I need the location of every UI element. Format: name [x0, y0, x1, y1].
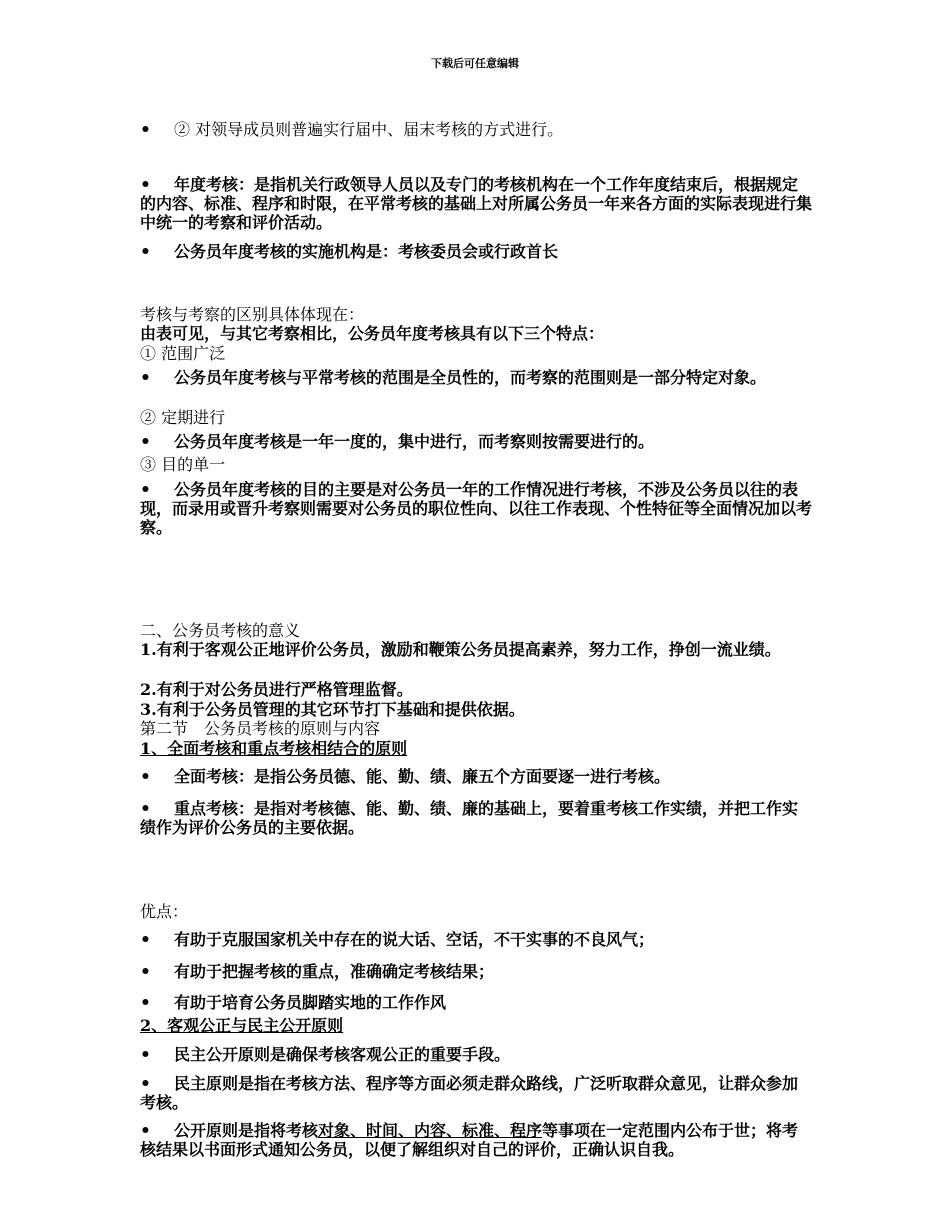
paragraph: ③ 目的单一 — [140, 455, 226, 474]
text-segment: 等事项在一定范围内公布于世；将考核结果以书面形式通知公务员，以便了解组织对自己的评价，正确认识自我。 — [140, 1121, 799, 1159]
list-item-text: 有助于把握考核的重点，准确确定考核结果； — [174, 962, 495, 981]
list-item — [140, 1121, 812, 1159]
section-heading: 二、公务员考核的意义 — [140, 621, 301, 640]
paragraph: 2.有利于对公务员进行严格管理监督。 — [140, 680, 413, 699]
list-item-text: 年度考核：是指机关行政领导人员以及专门的考核机构在一个工作年度结束后，根据规定的内容、标准、程序和时限，在平常考核的基础上对所属公务员一年来各方面的实际表现进行集中统一的考察和评价活动。 — [140, 175, 813, 232]
list-item-text: 民主公开原则是确保考核客观公正的重要手段。 — [174, 1045, 511, 1064]
paragraph: 3.有利于公务员管理的其它环节打下基础和提供依据。 — [140, 700, 525, 719]
bullet-icon: • — [140, 930, 151, 950]
list-item-text — [140, 1121, 812, 1159]
page-header: 下载后可任意编辑 — [431, 57, 519, 70]
list-item-text: ② 对领导成员则普遍实行届中、届末考核的方式进行。 — [174, 120, 564, 139]
list-item — [140, 767, 812, 786]
paragraph: 优点： — [140, 902, 189, 921]
list-item-text: 重点考核：是指对考核德、能、勤、绩、廉的基础上，要着重考核工作实绩，并把工作实绩作为评价公务员的主要依据。 — [140, 799, 799, 837]
list-item-text: 民主原则是指在考核方法、程序等方面必须走群众路线，广泛听取群众意见，让群众参加考核。 — [140, 1074, 799, 1112]
paragraph: 考核与考察的区别具体体现在： — [140, 305, 365, 324]
bullet-icon: • — [140, 175, 151, 195]
bullet-icon: • — [140, 767, 151, 787]
paragraph: 由表可见，与其它考察相比，公务员年度考核具有以下三个特点： — [140, 324, 605, 343]
list-item-text: 全面考核：是指公务员德、能、勤、绩、廉五个方面要逐一进行考核。 — [174, 767, 671, 786]
list-item — [140, 120, 812, 139]
bullet-icon: • — [140, 368, 151, 388]
bullet-icon: • — [140, 432, 151, 452]
subheading-text: 2、客观公正与民主公开原则 — [140, 1016, 344, 1035]
list-item — [140, 432, 812, 451]
subheading — [140, 1016, 812, 1035]
bullet-icon: • — [140, 799, 151, 819]
list-item — [140, 993, 812, 1012]
bullet-icon: • — [140, 1045, 151, 1065]
bullet-icon: • — [140, 480, 151, 500]
list-item — [140, 242, 812, 261]
list-item-text: 公务员年度考核的实施机构是：考核委员会或行政首长 — [174, 242, 559, 261]
bullet-icon: • — [140, 120, 151, 140]
list-item — [140, 799, 812, 837]
paragraph: ② 定期进行 — [140, 408, 226, 427]
list-item-text: 有助于培育公务员脚踏实地的工作作风 — [174, 993, 447, 1012]
list-item — [140, 368, 812, 387]
list-item-text: 公务员年度考核是一年一度的，集中进行，而考察则按需要进行的。 — [174, 432, 655, 451]
text-segment: 公开原则是指将考核 — [174, 1121, 319, 1140]
list-item-text: 有助于克服国家机关中存在的说大话、空话，不干实事的不良风气； — [174, 930, 655, 949]
bullet-icon: • — [140, 962, 151, 982]
subheading — [140, 739, 812, 758]
subheading-text: 1、全面考核和重点考核相结合的原则 — [140, 739, 408, 758]
section-heading: 第二节 公务员考核的原则与内容 — [140, 719, 381, 738]
bullet-icon: • — [140, 993, 151, 1013]
underlined-text-segment: 对象、时间、内容、标准、程序 — [318, 1121, 543, 1140]
bullet-icon: • — [140, 242, 151, 262]
list-item-text: 公务员年度考核的目的主要是对公务员一年的工作情况进行考核，不涉及公务员以往的表现，而录用或晋升考察则需要对公务员的职位性向、以往工作表现、个性特征等全面情况加以考察。 — [140, 480, 813, 537]
list-item-text: 公务员年度考核与平常考核的范围是全员性的，而考察的范围则是一部分特定对象。 — [174, 368, 767, 387]
bullet-icon: • — [140, 1074, 151, 1094]
list-item — [140, 1074, 812, 1112]
list-item — [140, 1045, 812, 1064]
list-item — [140, 930, 812, 949]
list-item — [140, 962, 812, 981]
bullet-icon: • — [140, 1121, 151, 1141]
paragraph: 1.有利于客观公正地评价公务员，激励和鞭策公务员提高素养，努力工作，挣创一流业绩。 — [140, 640, 781, 659]
paragraph: ① 范围广泛 — [140, 344, 226, 363]
list-item — [140, 480, 812, 537]
list-item — [140, 175, 812, 232]
